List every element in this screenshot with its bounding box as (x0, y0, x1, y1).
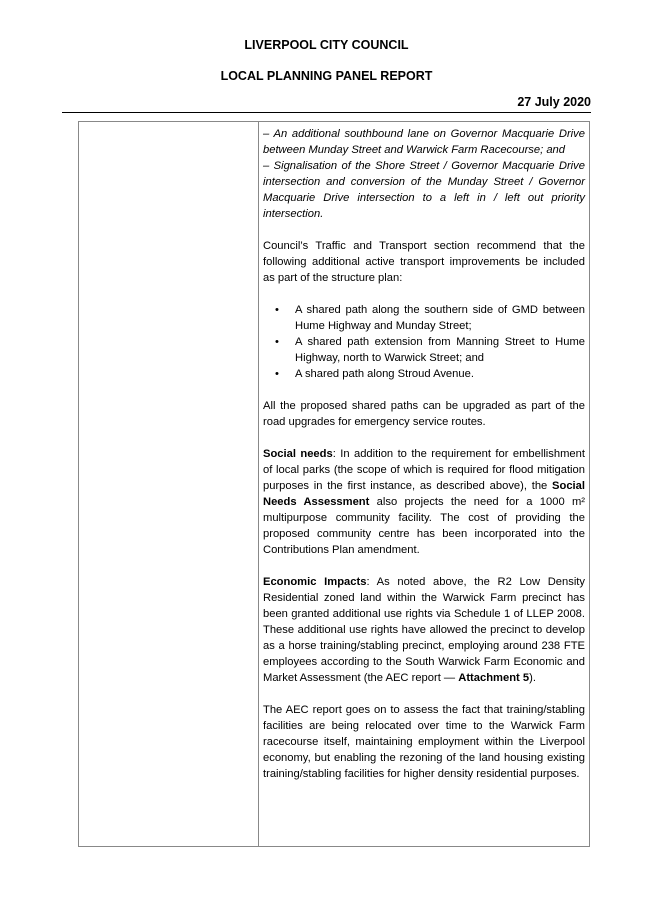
report-table (78, 121, 590, 847)
header-rule (62, 112, 591, 113)
list-item: • A shared path along Stroud Avenue. (263, 366, 585, 382)
traffic-intro-paragraph: Council’s Traffic and Transport section recommend that the following additional active transport improvements be included as part of the structure plan: (263, 240, 585, 284)
economic-impacts-paragraph: Economic Impacts: As noted above, the R2 Low Density Residential zoned land within the Warwick Farm precinct has been granted additional use rights via Schedule 1 of LLEP 2008. These additional use rights have allowed the precinct to develop as a horse training/stabling precinct, employing around 238 FTE employees according to the South Warwick Farm Economic and Market Assessment (the AEC report — Attachment 5). (263, 576, 586, 684)
social-needs-assessment-term: Social Needs Assessment (263, 480, 585, 508)
table-column-divider (258, 122, 259, 846)
road-upgrade-item: – An additional southbound lane on Governor Macquarie Drive between Munday Street and Warwick Farm Racecourse; and (263, 128, 585, 156)
report-title: LOCAL PLANNING PANEL REPORT (220, 69, 433, 83)
aec-report-paragraph: The AEC report goes on to assess the fact that training/stabling facilities are being relocated over time to the Warwick Farm racecourse itself, maintaining employment within the Liverpool economy, but enabling the rezoning of the land housing existing training/stabling facilities for higher density residential purposes. (263, 704, 585, 780)
social-needs-heading: Social needs (263, 448, 333, 460)
attachment-reference: Attachment 5 (458, 672, 530, 684)
shared-paths-paragraph: All the proposed shared paths can be upgraded as part of the road upgrades for emergency service routes. (263, 400, 585, 428)
active-transport-list (263, 302, 585, 382)
report-date: 27 July 2020 (517, 95, 591, 109)
list-item: • A shared path along the southern side of GMD between Hume Highway and Munday Street; (263, 302, 585, 334)
road-upgrade-item: – Signalisation of the Shore Street / Governor Macquarie Drive intersection and conversion of the Munday Street / Governor Macquarie Drive intersection to a left in / left out priority intersection. (263, 160, 585, 220)
economic-impacts-heading: Economic Impacts (263, 576, 367, 588)
social-needs-paragraph: Social needs: In addition to the requirement for embellishment of local parks (the scope of which is required for flood mitigation purposes in the first instance, as described above), the Social Needs Assessment also projects the need for a 1000 m² multipurpose community facility. The cost of providing the proposed community centre has been incorporated into the Contributions Plan amendment. (263, 448, 585, 556)
table-right-column (263, 126, 585, 782)
list-item: • A shared path extension from Manning Street to Hume Highway, north to Warwick Street; and (263, 334, 585, 366)
table-left-column (79, 122, 258, 846)
organization-title: LIVERPOOL CITY COUNCIL (244, 38, 409, 52)
